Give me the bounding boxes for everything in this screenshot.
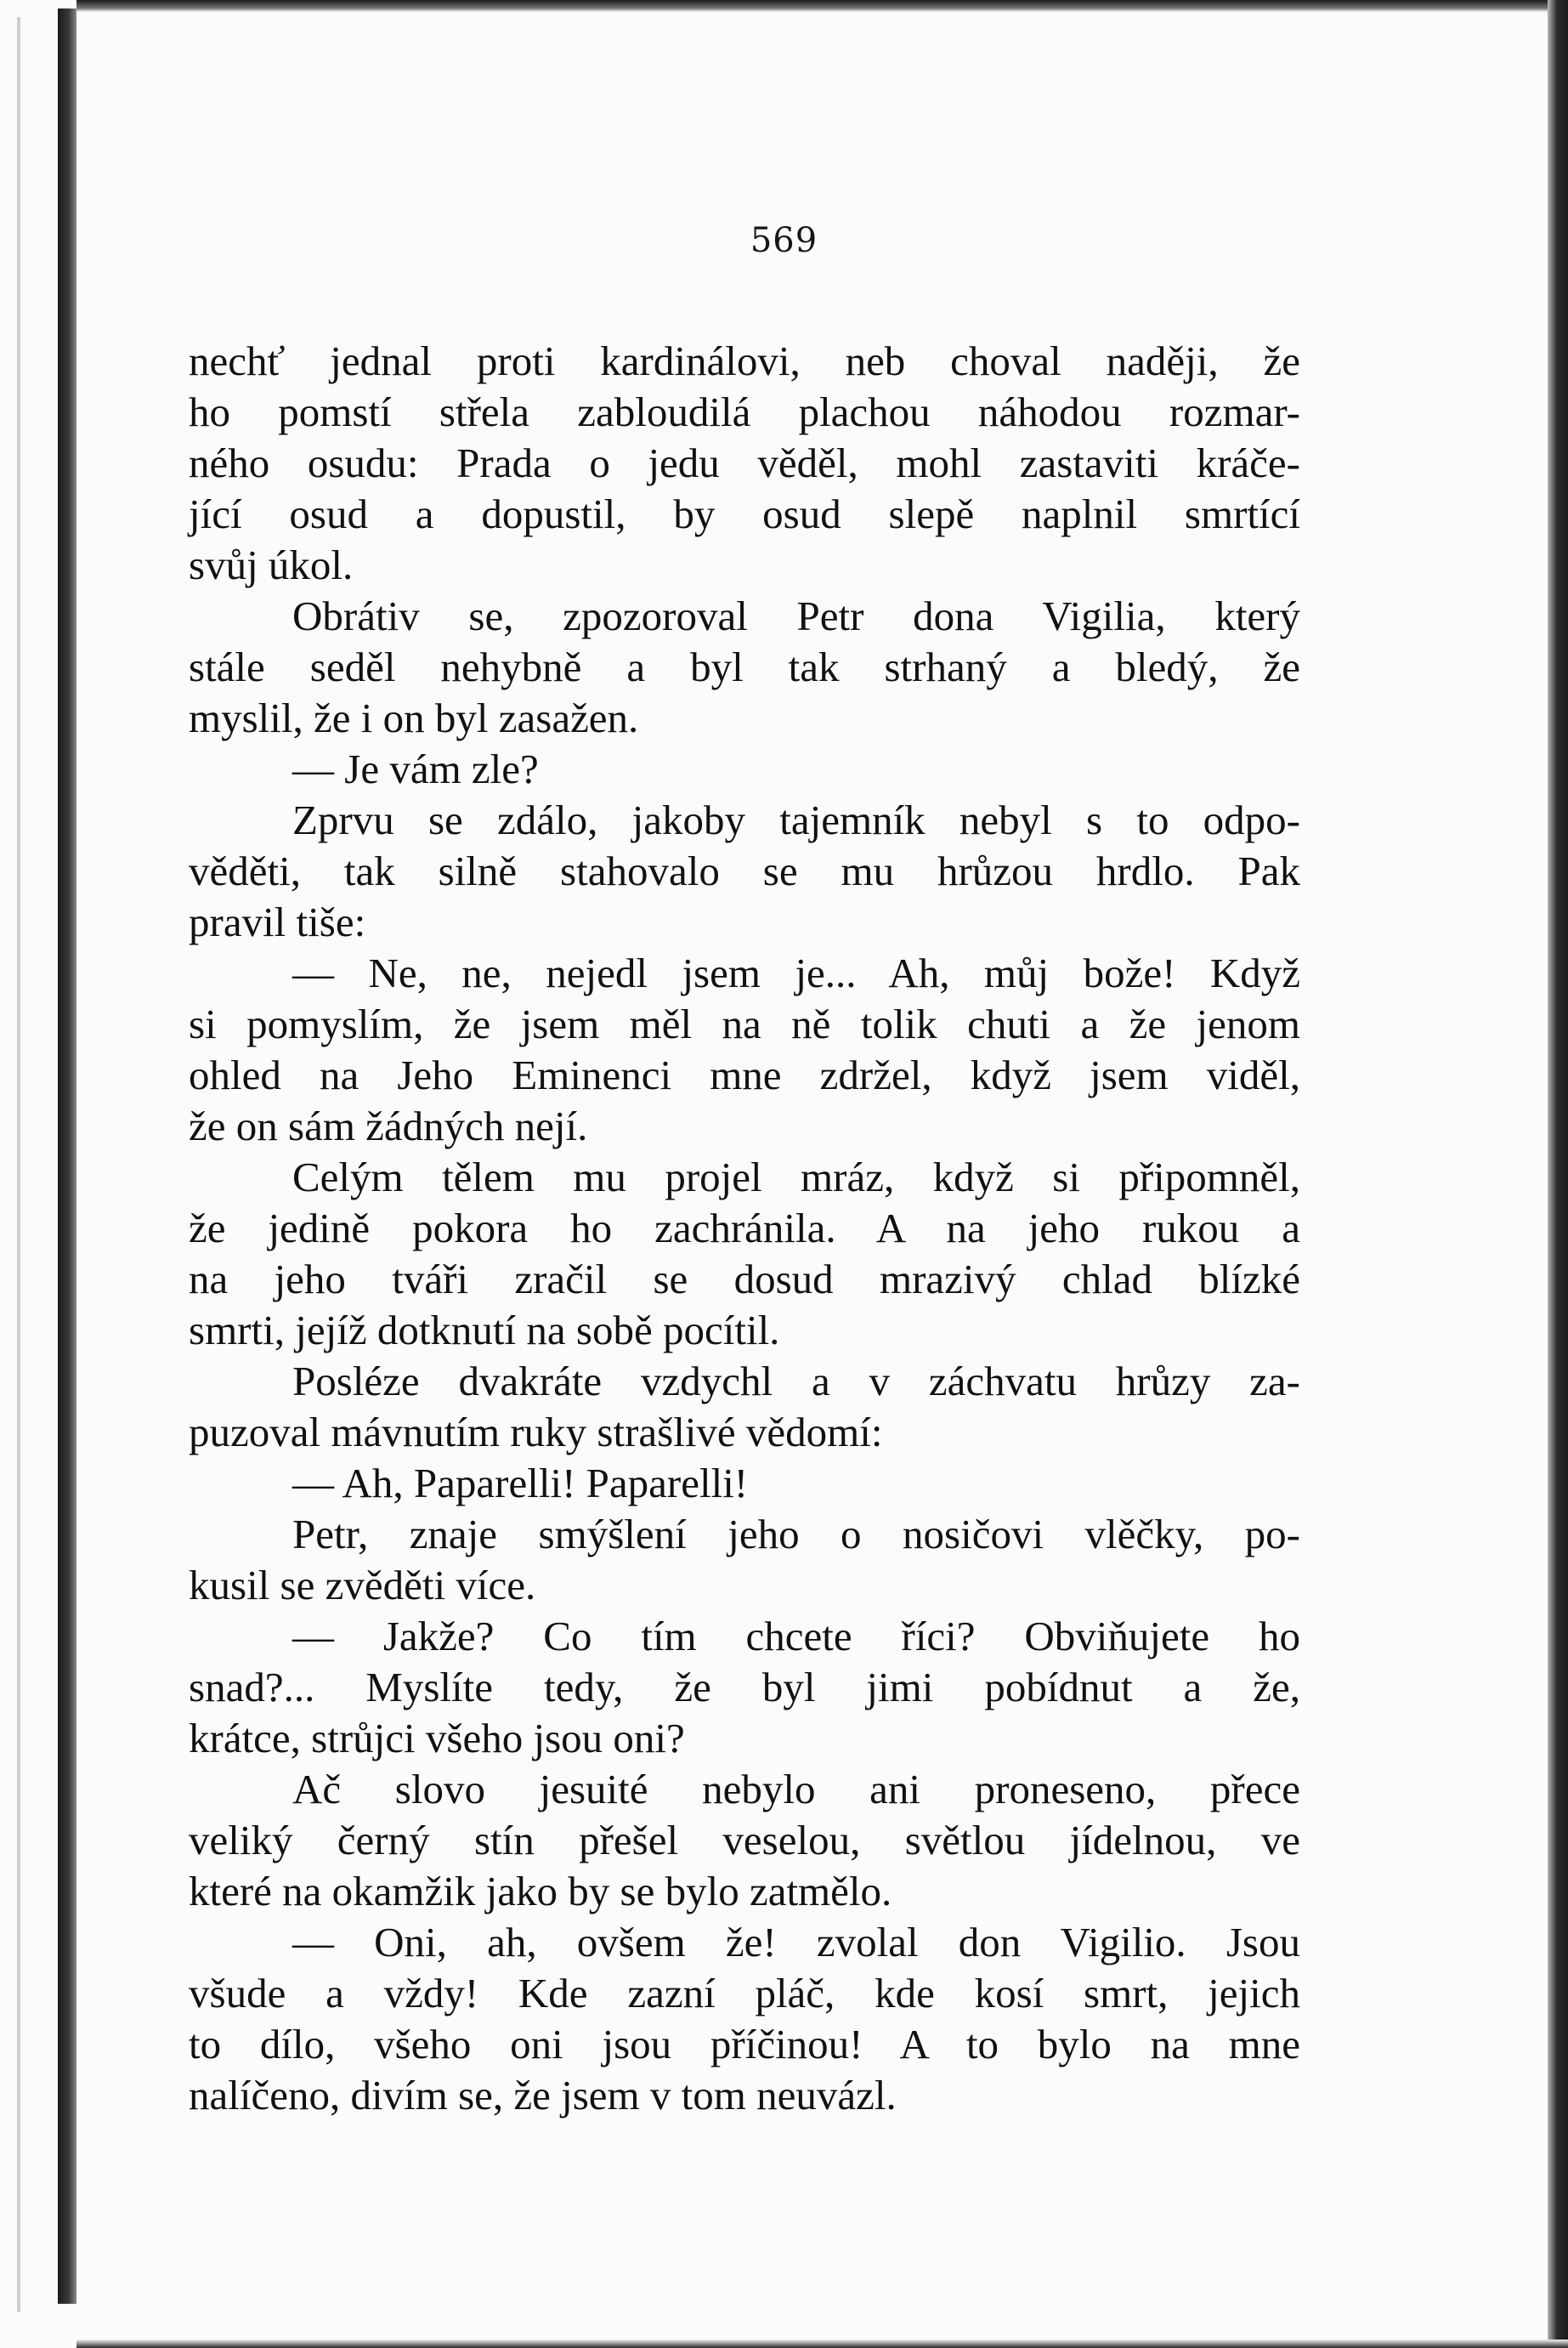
page-bottom-edge-shadow	[76, 2339, 1568, 2348]
text-line: že jedině pokora ho zachránila. A na jeho rukou a	[189, 1205, 1300, 1251]
text-line: svůj úkol.	[189, 542, 354, 588]
page-top-edge-shadow	[76, 0, 1568, 12]
body-text	[189, 336, 1300, 2121]
text-line: si pomyslím, že jsem měl na ně tolik chuti a že jenom	[189, 1001, 1300, 1047]
text-line: pravil tiše:	[189, 899, 366, 945]
page-binding-shadow	[58, 9, 76, 2304]
text-line: — Jakže? Co tím chcete říci? Obviňujete ho	[292, 1613, 1300, 1659]
text-line: na jeho tváři zračil se dosud mrazivý chlad blízké	[189, 1256, 1300, 1302]
text-line: že on sám žádných nejí.	[189, 1103, 588, 1149]
text-line: nechť jednal proti kardinálovi, neb choval naději, že	[189, 337, 1300, 384]
text-line: Celým tělem mu projel mráz, když si připomněl,	[292, 1154, 1300, 1200]
text-line: věděti, tak silně stahovalo se mu hrůzou hrdlo. Pak	[189, 848, 1300, 894]
text-line: Ač slovo jesuité nebylo ani proneseno, přece	[292, 1766, 1300, 1812]
text-line: — Oni, ah, ovšem že! zvolal don Vigilio. Jsou	[292, 1919, 1300, 1965]
text-line: ného osudu: Prada o jedu věděl, mohl zastaviti kráče-	[189, 440, 1300, 486]
text-line: veliký černý stín přešel veselou, světlou jídelnou, ve	[189, 1817, 1300, 1863]
page-number: 569	[750, 221, 818, 260]
text-line: které na okamžik jako by se bylo zatmělo.	[189, 1868, 892, 1914]
text-line: stále seděl nehybně a byl tak strhaný a bledý, že	[189, 644, 1300, 690]
text-line: všude a vždy! Kde zazní pláč, kde kosí smrt, jejich	[189, 1970, 1300, 2016]
text-line: puzoval mávnutím ruky strašlivé vědomí:	[189, 1409, 883, 1455]
text-line: snad?... Myslíte tedy, že byl jimi pobídnut a že,	[189, 1664, 1300, 1710]
text-line: Posléze dvakráte vzdychl a v záchvatu hrůzy za-	[292, 1358, 1300, 1404]
text-line: — Je vám zle?	[292, 746, 539, 792]
text-line: Petr, znaje smýšlení jeho o nosičovi vlěčky, po-	[292, 1511, 1300, 1557]
text-line: nalíčeno, divím se, že jsem v tom neuvázl.	[189, 2072, 897, 2118]
text-line: smrti, jejíž dotknutí na sobě pocítil.	[189, 1307, 780, 1353]
text-line: kusil se zvěděti více.	[189, 1562, 536, 1608]
text-line: Zprvu se zdálo, jakoby tajemník nebyl s to odpo-	[292, 797, 1300, 843]
text-line: Obrátiv se, zpozoroval Petr dona Vigilia, který	[292, 593, 1300, 639]
text-line: — Ne, ne, nejedl jsem je... Ah, můj bože! Když	[292, 950, 1300, 996]
text-line: myslil, že i on byl zasažen.	[189, 695, 639, 741]
page-right-edge-shadow	[1548, 0, 1568, 2348]
text-line: ho pomstí střela zabloudilá plachou náhodou rozmar-	[189, 388, 1300, 435]
text-line: jící osud a dopustil, by osud slepě naplnil smrtící	[189, 491, 1300, 537]
text-line: krátce, strůjci všeho jsou oni?	[189, 1715, 685, 1761]
text-line: ohled na Jeho Eminenci mne zdržel, když jsem viděl,	[189, 1052, 1300, 1098]
text-line: — Ah, Paparelli! Paparelli!	[292, 1460, 749, 1506]
page-left-thin-edge	[17, 17, 20, 2312]
text-line: to dílo, všeho oni jsou příčinou! A to bylo na mne	[189, 2021, 1300, 2067]
